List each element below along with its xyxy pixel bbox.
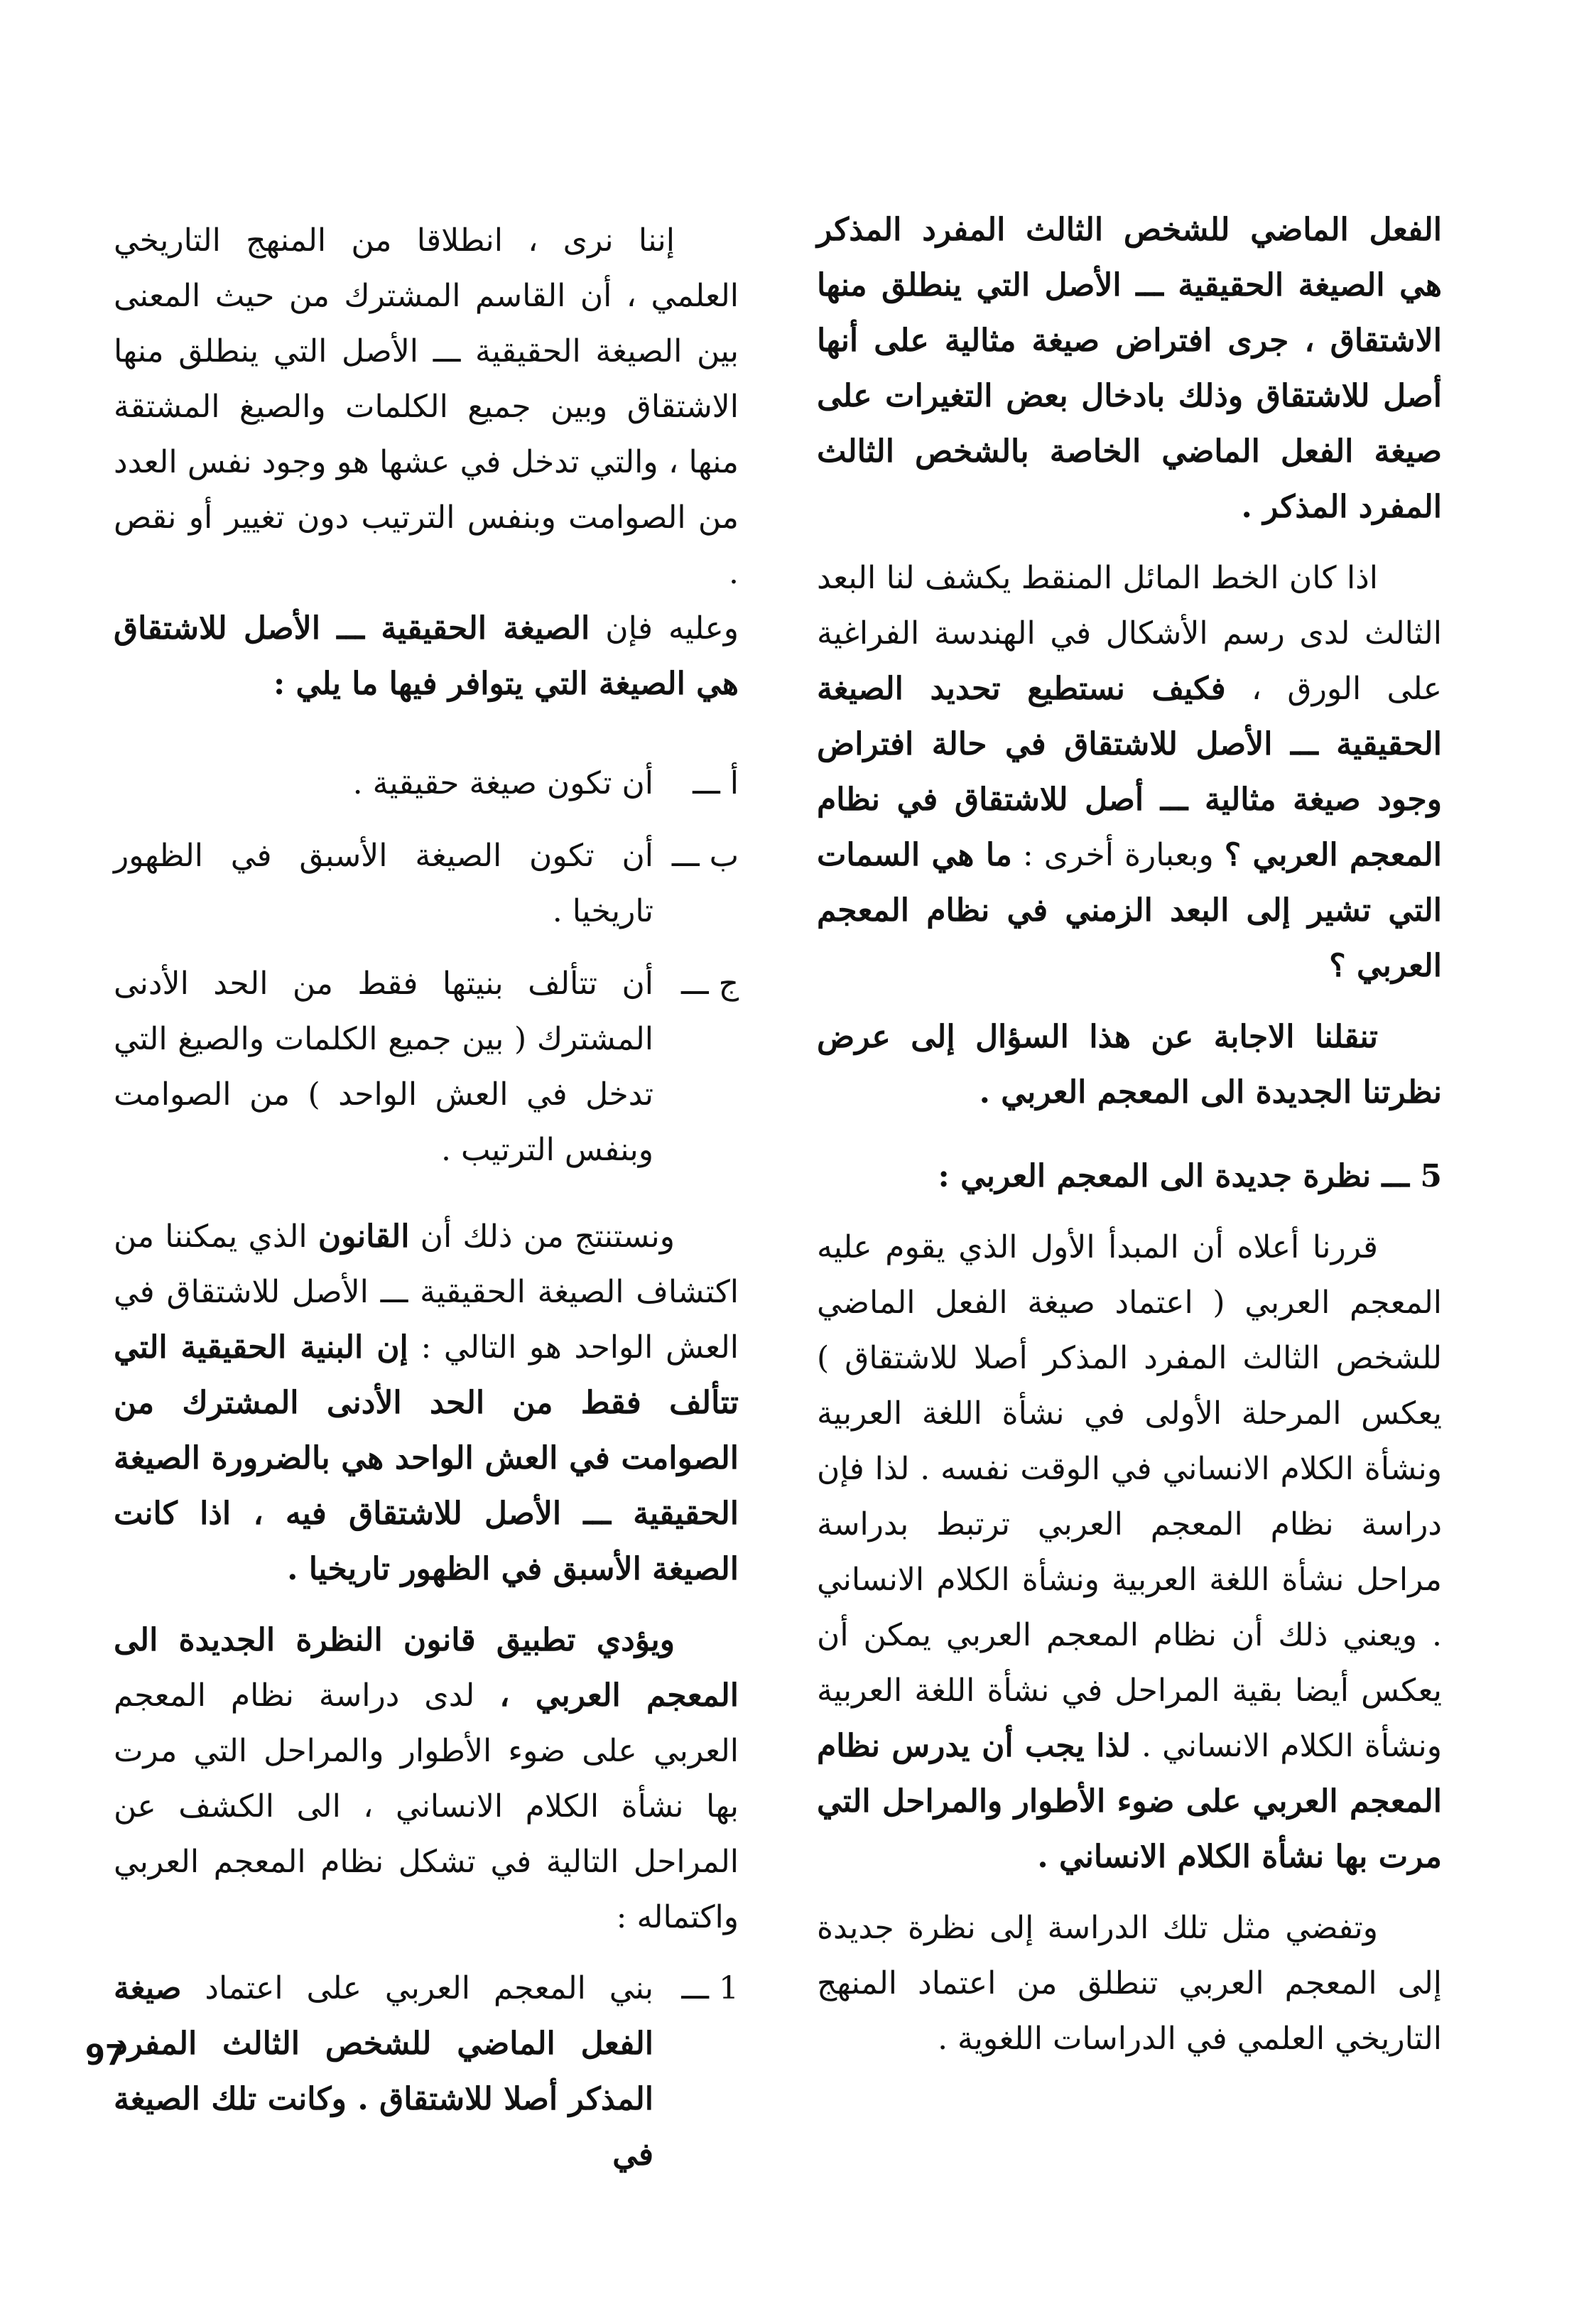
bold-text-span: لذا يجب أن يدرس نظام المعجم العربي على ضوء الأطوار والمراحل التي مرت بها نشأة الكلام الانساني . [817, 1728, 1442, 1875]
left-column [114, 213, 739, 2200]
text-span: قررنا أعلاه أن المبدأ الأول الذي يقوم عليه المعجم العربي ( اعتماد صيغة الفعل الماضي للشخص الثالث المفرد المذكر أصلا للاشتقاق ) يعكس المرحلة الأولى في نشأة اللغة العربية ونشأة الكلام الانساني في الوقت نفسه . لذا فإن دراسة نظام المعجم العربي ترتبط بدراسة مراحل نشأة اللغة العربية ونشأة الكلام الانساني . ويعني ذلك أن نظام المعجم العربي يمكن أن يعكس أيضا بقية المراحل في نشأة اللغة العربية ونشأة الكلام الانساني . [817, 1229, 1443, 1764]
bold-text-span: القانون [318, 1218, 410, 1255]
bold-text-span: ويؤدي تطبيق قانون النظرة الجديدة الى المعجم العربي ، [114, 1622, 739, 1714]
list-marker: ب ـــ [671, 838, 739, 874]
paragraph: الفعل الماضي للشخص الثالث المفرد المذكر هي الصيغة الحقيقية ـــ الأصل التي ينطلق منها الاشتقاق ، جرى افتراض صيغة مثالية على أنها أصل للاشتقاق وذلك بادخال بعض التغيرات على صيغة الفعل الماضي الخاصة بالشخص الثالث المفرد المذكر . [817, 212, 1442, 525]
paragraph: إننا نرى ، انطلاقا من المنهج التاريخي العلمي ، أن القاسم المشترك من حيث المعنى بين الصيغة الحقيقية ـــ الأصل التي ينطلق منها الاشتقاق وبين جميع الكلمات والصيغ المشتقة منها ، والتي تدخل في عشها هو وجود نفس العدد من الصوامت وبنفس الترتيب دون تغيير أو نقص . [114, 222, 739, 591]
bold-text-span: فكيف نستطيع تحديد الصيغة الحقيقية ـــ الأصل للاشتقاق في حالة افتراض وجود صيغة مثالية ـــ أصل للاشتقاق في نظام المعجم العربي ؟ [817, 671, 1442, 873]
list-text [114, 1961, 653, 2183]
paragraph [114, 601, 739, 712]
spacer [114, 728, 739, 756]
paragraph [114, 1613, 739, 1945]
list-item [114, 956, 739, 1178]
list-text: أن تتألف بنيتها فقط من الحد الأدنى المشترك ( بين جميع الكلمات والصيغ التي تدخل في العش الواحد ) من الصوامت وبنفس الترتيب . [114, 966, 653, 1168]
text-span: وبعبارة أخرى : [1022, 837, 1214, 873]
list-item [114, 1961, 739, 2183]
bold-text-span: صيغة الفعل الماضي للشخص الثالث المفرد المذكر أصلا للاشتقاق . وكانت تلك الصيغة في [114, 1970, 653, 2173]
list-marker: ج ـــ [680, 966, 739, 1002]
paragraph [114, 1209, 739, 1597]
right-column [817, 202, 1442, 2082]
paragraph [817, 551, 1442, 994]
text-span: لدى دراسة نظام المعجم العربي على ضوء الأطوار والمراحل التي مرت بها نشأة الكلام الانساني ، الى الكشف عن المراحل التالية في تشكل نظام المعجم العربي واكتماله : [114, 1677, 739, 1935]
text-span: وعليه فإن [605, 610, 739, 647]
page-number: 97 [85, 2039, 125, 2072]
list-marker: 1 ـــ [681, 1970, 739, 2006]
text-span: ونستنتج من ذلك أن [420, 1218, 675, 1255]
text-span: بني المعجم العربي على اعتماد [205, 1970, 653, 2006]
bold-text-span: الصيغة الحقيقية ـــ الأصل للاشتقاق هي الصيغة التي يتوافر فيها ما يلي : [114, 610, 739, 702]
section-heading: 5 ـــ نظرة جديدة الى المعجم العربي : [938, 1158, 1442, 1194]
paragraph: وتفضي مثل تلك الدراسة إلى نظرة جديدة إلى المعجم العربي تنطلق من اعتماد المنهج التاريخي العلمي في الدراسات اللغوية . [817, 1910, 1442, 2057]
list-marker: أ ـــ [693, 765, 739, 801]
text-span: الذي يمكننا من اكتشاف الصيغة الحقيقية ـــ الأصل للاشتقاق في العش الواحد هو التالي : [114, 1218, 739, 1366]
list-item [114, 756, 739, 811]
list-text: أن تكون الصيغة الأسبق في الظهور تاريخيا . [114, 838, 653, 929]
spacer [114, 1195, 739, 1209]
bold-text-span: إن البنية الحقيقية التي تتألف فقط من الحد الأدنى المشترك من الصوامت في العش الواحد هي بالضرورة الصيغة الحقيقية ـــ الأصل للاشتقاق فيه ، اذا كانت الصيغة الأسبق في الظهور تاريخيا . [114, 1329, 739, 1587]
list-item [114, 828, 739, 939]
paragraph [817, 1220, 1442, 1885]
list-text: أن تكون صيغة حقيقية . [352, 765, 653, 801]
paragraph: تنقلنا الاجابة عن هذا السؤال إلى عرض نظرتنا الجديدة الى المعجم العربي . [817, 1019, 1442, 1110]
text-span: اذا كان الخط المائل المنقط يكشف لنا البعد الثالث لدى رسم الأشكال في الهندسة الفراغية على الورق ، [817, 560, 1442, 707]
bold-text-span: ما هي السمات التي تشير إلى البعد الزمني في نظام المعجم العربي ؟ [817, 837, 1442, 984]
